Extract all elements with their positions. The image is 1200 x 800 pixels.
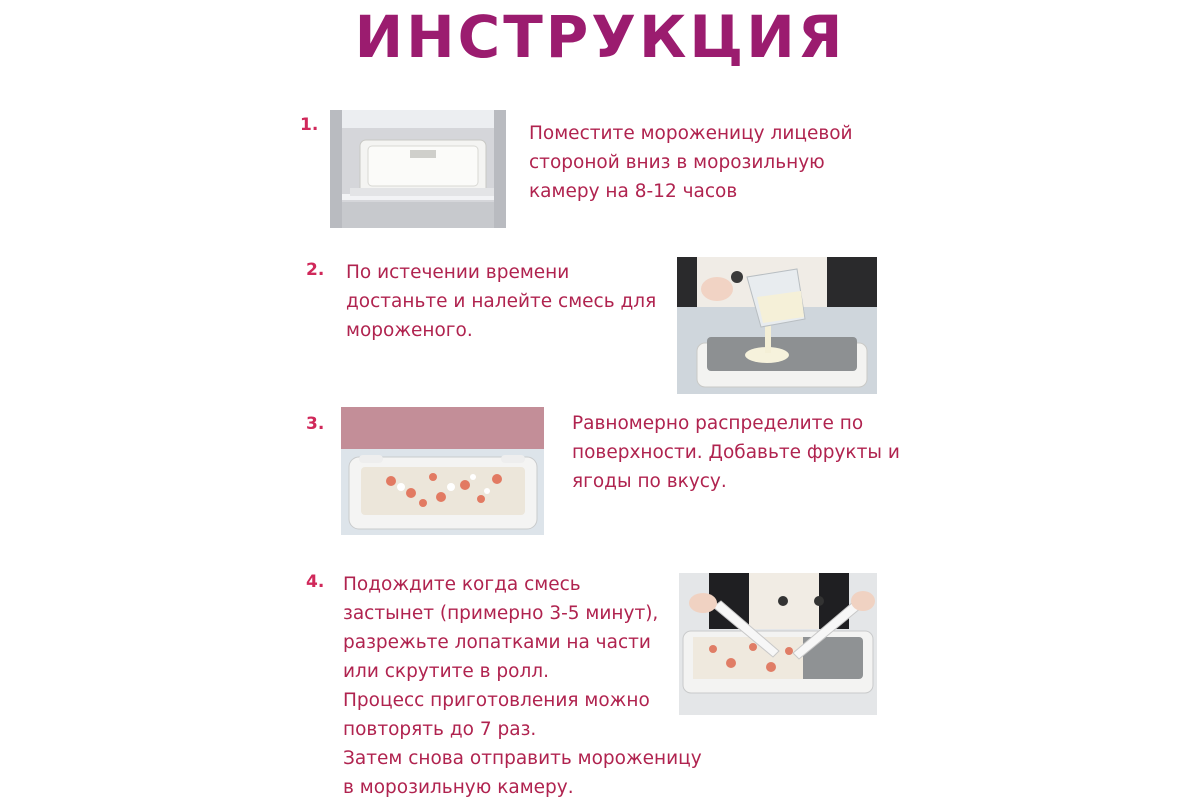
step-2-number: 2. (306, 260, 325, 280)
step-4-line: в морозильную камеру. (343, 777, 574, 798)
step-1-line: Поместите мороженицу лицевой (529, 123, 853, 144)
step-1-freezer-photo (330, 110, 506, 228)
step-1-text (529, 119, 853, 206)
page-title: ИНСТРУКЦИЯ (354, 3, 846, 71)
step-2-line: мороженого. (346, 320, 473, 341)
step-2-line: По истечении времени (346, 262, 570, 283)
step-3-line: Равномерно распределите по (572, 413, 864, 434)
step-3-number: 3. (306, 414, 325, 434)
step-4-line: или скрутите в ролл. (343, 661, 550, 682)
step-1-line: камеру на 8-12 часов (529, 181, 738, 202)
step-3-line: поверхности. Добавьте фрукты и (572, 442, 900, 463)
step-2-line: достаньте и налейте смесь для (346, 291, 657, 312)
step-3-text (572, 409, 900, 496)
step-4-rolling-photo (679, 573, 877, 715)
step-4-text (343, 570, 702, 800)
step-4-number: 4. (306, 572, 325, 592)
step-4-line: Процесс приготовления можно (343, 690, 650, 711)
step-2-pouring-photo (677, 257, 877, 394)
step-1-line: стороной вниз в морозильную (529, 152, 825, 173)
step-3-fruit-photo (341, 407, 544, 535)
step-3-line: ягоды по вкусу. (572, 471, 727, 492)
step-4-line: Подождите когда смесь (343, 574, 581, 595)
step-4-line: повторять до 7 раз. (343, 719, 537, 740)
step-1-number: 1. (300, 115, 319, 135)
step-4-line: застынет (примерно 3-5 минут), (343, 603, 659, 624)
step-2-text (346, 258, 656, 345)
step-4-line: Затем снова отправить мороженицу (343, 748, 702, 769)
step-4-line: разрежьте лопатками на части (343, 632, 651, 653)
